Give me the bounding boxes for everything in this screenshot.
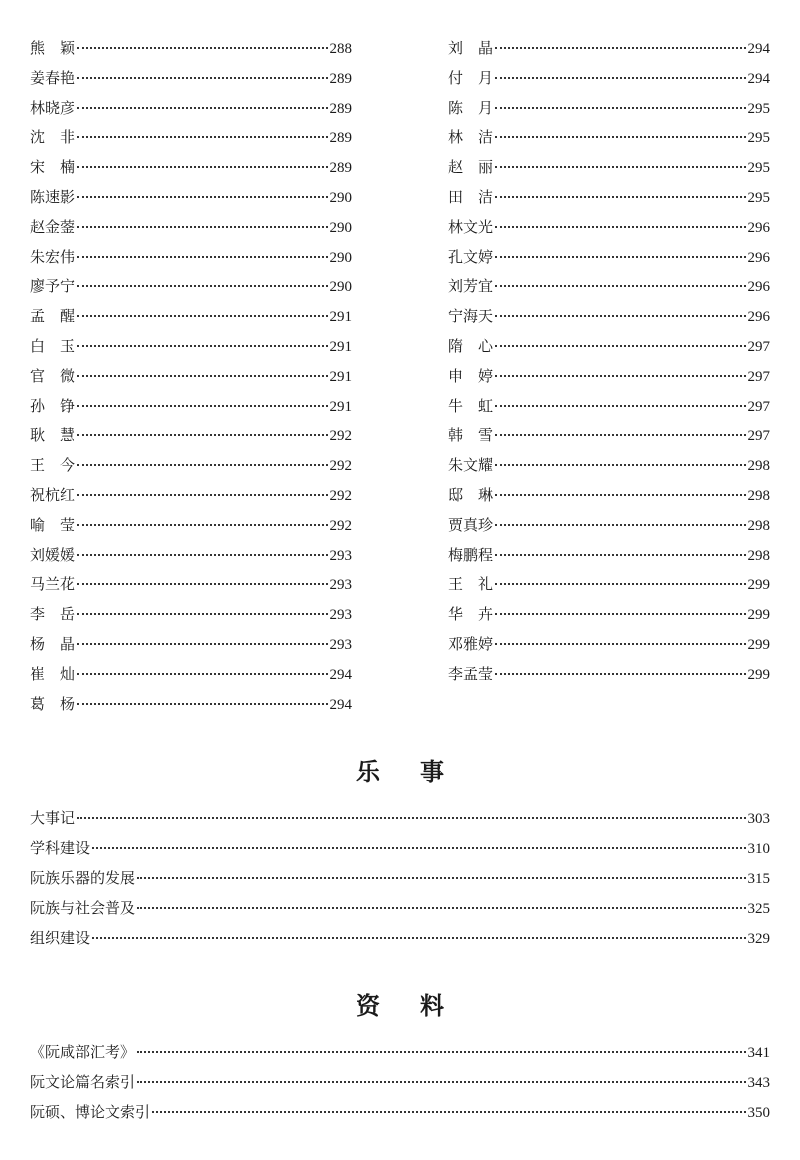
toc-entry-title: 姜春艳: [30, 68, 76, 87]
section-title-ziliao: 资料: [356, 991, 484, 1020]
toc-entry: [30, 893, 770, 923]
toc-entry: [30, 362, 352, 392]
toc-entry-title: 刘媛媛: [30, 545, 76, 564]
toc-entry-title: 《阮咸部汇考》: [30, 1043, 136, 1061]
dot-leader: [495, 345, 745, 347]
toc-entry: [448, 421, 770, 451]
toc-entry: [30, 34, 352, 64]
toc-entry-title: 阮族与社会普及: [30, 899, 136, 917]
toc-entry-page: 299: [747, 636, 770, 653]
toc-entry: [448, 243, 770, 273]
dot-leader: [77, 107, 327, 109]
toc-entry-page: 343: [747, 1075, 770, 1091]
toc-entry: [448, 600, 770, 630]
toc-entry-title: 朱文耀: [448, 456, 494, 475]
dot-leader: [495, 226, 745, 228]
toc-entry-page: 293: [329, 636, 352, 653]
toc-entry-title: 陈 月: [448, 98, 494, 117]
dot-leader: [495, 554, 745, 556]
dot-leader: [495, 47, 745, 49]
dot-leader: [495, 166, 745, 168]
toc-entry-page: 299: [747, 666, 770, 683]
toc-entry-page: 292: [329, 458, 352, 475]
toc-entry-title: 申 婷: [448, 366, 494, 385]
toc-entry-page: 294: [329, 666, 352, 683]
dot-leader: [495, 434, 745, 436]
dot-leader: [77, 136, 327, 138]
dot-leader: [137, 877, 745, 879]
dot-leader: [77, 613, 327, 615]
toc-entry-title: 熊 颖: [30, 39, 76, 57]
toc-entry-page: 297: [747, 428, 770, 445]
toc-entry: [30, 1067, 770, 1097]
toc-entry: [448, 481, 770, 511]
toc-entry-page: 289: [329, 100, 352, 117]
toc-entry-title: 刘芳宜: [448, 277, 494, 296]
toc-entry-page: 292: [329, 487, 352, 504]
dot-leader: [495, 256, 745, 258]
toc-entry-title: 贾真珍: [448, 515, 494, 534]
toc-entry-title: 赵金蓥: [30, 217, 76, 236]
toc-entry: [30, 481, 352, 511]
dot-leader: [77, 524, 327, 526]
toc-entry: [30, 660, 352, 690]
dot-leader: [495, 643, 745, 645]
toc-entry-page: 298: [747, 458, 770, 475]
toc-entry-title: 华 卉: [448, 605, 494, 624]
toc-entry-page: 289: [329, 70, 352, 87]
toc-entry: [448, 153, 770, 183]
toc-entry: [30, 183, 352, 213]
toc-entry: [30, 94, 352, 124]
dot-leader: [77, 405, 327, 407]
toc-entry-page: 296: [747, 249, 770, 266]
toc-entry-page: 292: [329, 517, 352, 534]
dot-leader: [77, 47, 327, 49]
toc-entry-page: 299: [747, 607, 770, 624]
dot-leader: [495, 673, 745, 675]
toc-entry-page: 298: [747, 547, 770, 564]
toc-column-left: [30, 34, 352, 719]
toc-entry-page: 315: [747, 871, 770, 887]
dot-leader: [77, 375, 327, 377]
toc-entry-title: 田 洁: [448, 187, 494, 206]
dot-leader: [495, 405, 745, 407]
toc-entry-title: 组织建设: [30, 929, 91, 947]
dot-leader: [77, 464, 327, 466]
toc-entry: [448, 660, 770, 690]
toc-entry-title: 邓雅婷: [448, 634, 494, 653]
toc-entry: [30, 302, 352, 332]
toc-entry: [30, 923, 770, 953]
toc-entry: [448, 541, 770, 571]
toc-entry: [448, 94, 770, 124]
toc-entry-page: 293: [329, 607, 352, 624]
toc-entry: [448, 570, 770, 600]
toc-entry-title: 宁海天: [448, 307, 494, 326]
toc-entry-page: 289: [329, 160, 352, 177]
toc-entry-title: 廖予宁: [30, 277, 76, 296]
toc-entry: [448, 272, 770, 302]
toc-entry: [448, 332, 770, 362]
dot-leader: [137, 1051, 745, 1053]
toc-entry: [448, 213, 770, 243]
toc-entry: [30, 833, 770, 863]
toc-entry: [30, 421, 352, 451]
toc-entry-page: 292: [329, 428, 352, 445]
section-list-yueshi: [30, 803, 770, 953]
toc-entry-page: 303: [747, 811, 770, 827]
dot-leader: [137, 907, 745, 909]
toc-entry-page: 296: [747, 279, 770, 296]
section-title-yueshi: 乐事: [356, 757, 484, 786]
toc-entry-title: 李孟莹: [448, 664, 494, 683]
toc-entry: [448, 451, 770, 481]
toc-entry-title: 喻 莹: [30, 515, 76, 534]
toc-entry-title: 林 洁: [448, 128, 494, 147]
toc-entry-title: 阮硕、博论文索引: [30, 1103, 151, 1121]
toc-entry-title: 沈 非: [30, 128, 76, 147]
toc-entry: [30, 123, 352, 153]
dot-leader: [77, 673, 327, 675]
toc-entry-page: 291: [329, 398, 352, 415]
dot-leader: [77, 434, 327, 436]
toc-entry: [448, 511, 770, 541]
dot-leader: [77, 554, 327, 556]
toc-entry: [30, 630, 352, 660]
toc-entry-title: 马兰花: [30, 575, 76, 594]
toc-entry-page: 297: [747, 368, 770, 385]
toc-entry-title: 杨 晶: [30, 634, 76, 653]
dot-leader: [495, 613, 745, 615]
dot-leader: [137, 1081, 745, 1083]
toc-entry-title: 祝杭红: [30, 485, 76, 504]
toc-entry-page: 290: [329, 279, 352, 296]
dot-leader: [92, 937, 745, 939]
dot-leader: [77, 256, 327, 258]
toc-entry-page: 294: [747, 41, 770, 57]
toc-entry: [448, 64, 770, 94]
toc-entry-title: 李 岳: [30, 605, 76, 624]
section-list-ziliao: [30, 1037, 770, 1127]
toc-entry: [448, 362, 770, 392]
toc-entry: [30, 690, 352, 720]
toc-entry: [30, 272, 352, 302]
toc-entry-page: 295: [747, 189, 770, 206]
toc-entry: [30, 511, 352, 541]
toc-entry: [30, 243, 352, 273]
dot-leader: [495, 107, 745, 109]
toc-entry-page: 291: [329, 338, 352, 355]
toc-entry: [30, 1097, 770, 1127]
toc-entry-page: 298: [747, 487, 770, 504]
toc-entry-title: 学科建设: [30, 839, 91, 857]
dot-leader: [92, 847, 745, 849]
dot-leader: [77, 315, 327, 317]
toc-entry-page: 298: [747, 517, 770, 534]
toc-entry-title: 阮族乐器的发展: [30, 869, 136, 887]
toc-entry-page: 290: [329, 219, 352, 236]
toc-entry-title: 韩 雪: [448, 426, 494, 445]
toc-entry: [30, 213, 352, 243]
toc-entry: [30, 1037, 770, 1067]
toc-entry: [30, 392, 352, 422]
toc-entry: [30, 153, 352, 183]
toc-entry: [448, 630, 770, 660]
toc-entry-page: 299: [747, 577, 770, 594]
toc-entry-page: 341: [747, 1045, 770, 1061]
toc-entry-title: 付 月: [448, 68, 494, 87]
toc-entry-page: 329: [747, 931, 770, 947]
toc-entry-title: 白 玉: [30, 336, 76, 355]
toc-entry-page: 296: [747, 219, 770, 236]
dot-leader: [77, 196, 327, 198]
dot-leader: [495, 524, 745, 526]
dot-leader: [495, 375, 745, 377]
dot-leader: [495, 583, 745, 585]
toc-entry: [30, 332, 352, 362]
toc-entry-page: 297: [747, 338, 770, 355]
toc-entry-title: 官 微: [30, 366, 76, 385]
toc-entry-title: 隋 心: [448, 336, 494, 355]
toc-entry-title: 孟 醒: [30, 307, 76, 326]
toc-entry-title: 刘 晶: [448, 39, 494, 57]
toc-entry: [30, 600, 352, 630]
toc-entry-page: 290: [329, 249, 352, 266]
toc-entry-title: 朱宏伟: [30, 247, 76, 266]
toc-entry-page: 295: [747, 130, 770, 147]
toc-entry-title: 大事记: [30, 809, 76, 827]
toc-entry-page: 290: [329, 189, 352, 206]
toc-entry-title: 宋 楠: [30, 158, 76, 177]
toc-entry-title: 牛 虹: [448, 396, 494, 415]
toc-entry: [30, 64, 352, 94]
toc-entry-page: 289: [329, 130, 352, 147]
toc-entry-page: 294: [329, 696, 352, 713]
toc-entry-title: 葛 杨: [30, 694, 76, 713]
toc-entry-title: 林晓彦: [30, 98, 76, 117]
toc-entry-page: 310: [747, 841, 770, 857]
dot-leader: [495, 136, 745, 138]
toc-entry-page: 288: [329, 41, 352, 57]
dot-leader: [77, 166, 327, 168]
toc-entry-page: 293: [329, 547, 352, 564]
toc-entry: [448, 392, 770, 422]
dot-leader: [77, 583, 327, 585]
toc-entry: [30, 541, 352, 571]
toc-entry: [30, 451, 352, 481]
dot-leader: [77, 77, 327, 79]
toc-entry-title: 耿 慧: [30, 426, 76, 445]
toc-entry-page: 350: [747, 1105, 770, 1121]
dot-leader: [495, 77, 745, 79]
toc-entry-title: 孔文婷: [448, 247, 494, 266]
dot-leader: [495, 315, 745, 317]
dot-leader: [77, 345, 327, 347]
toc-entry-title: 陈速影: [30, 187, 76, 206]
toc-entry-page: 297: [747, 398, 770, 415]
toc-entry-page: 291: [329, 368, 352, 385]
toc-entry: [448, 34, 770, 64]
toc-entry-title: 王 今: [30, 456, 76, 475]
toc-entry: [448, 123, 770, 153]
toc-entry: [30, 803, 770, 833]
toc-entry-page: 295: [747, 160, 770, 177]
dot-leader: [77, 494, 327, 496]
dot-leader: [495, 494, 745, 496]
toc-entry-title: 林文光: [448, 217, 494, 236]
toc-entry-page: 291: [329, 309, 352, 326]
toc-column-right: [448, 34, 770, 690]
toc-entry: [30, 570, 352, 600]
dot-leader: [77, 703, 327, 705]
toc-entry-title: 崔 灿: [30, 664, 76, 683]
dot-leader: [77, 226, 327, 228]
dot-leader: [495, 464, 745, 466]
toc-entry-title: 阮文论篇名索引: [30, 1073, 136, 1091]
toc-entry: [448, 302, 770, 332]
toc-entry: [30, 863, 770, 893]
toc-entry-page: 295: [747, 100, 770, 117]
dot-leader: [495, 285, 745, 287]
toc-entry-page: 293: [329, 577, 352, 594]
dot-leader: [77, 285, 327, 287]
toc-entry-title: 王 礼: [448, 575, 494, 594]
toc-entry-page: 294: [747, 70, 770, 87]
toc-entry-page: 296: [747, 309, 770, 326]
toc-entry-title: 赵 丽: [448, 158, 494, 177]
dot-leader: [77, 817, 745, 819]
toc-entry-title: 孙 铮: [30, 396, 76, 415]
toc-entry-title: 邸 琳: [448, 485, 494, 504]
toc-entry-title: 梅鹏程: [448, 545, 494, 564]
dot-leader: [152, 1111, 745, 1113]
dot-leader: [77, 643, 327, 645]
dot-leader: [495, 196, 745, 198]
toc-entry-page: 325: [747, 901, 770, 917]
toc-entry: [448, 183, 770, 213]
